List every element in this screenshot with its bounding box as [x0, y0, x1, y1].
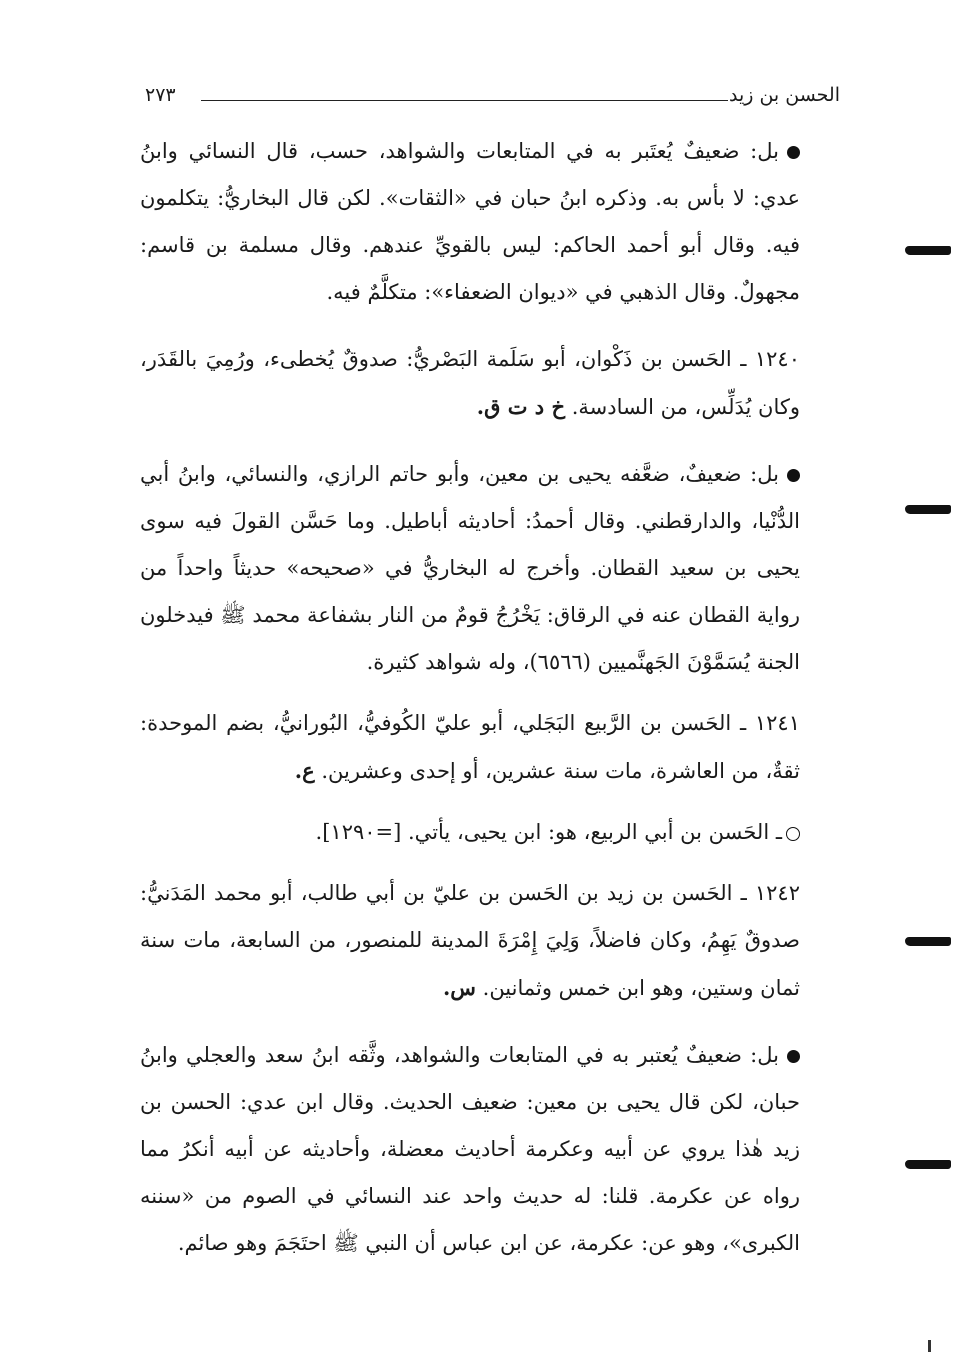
scan-edge-mark — [905, 246, 951, 255]
scan-edge-mark — [905, 505, 951, 514]
narrator-entry — [140, 336, 840, 431]
entry-text: ١٢٤١ ـ الحَسن بن الرَّبيع البَجَلي، أبو عليّ الكُوفيُّ، البُورانيُّ، بضم الموحدة: ثقةٌ، من العاشرة، مات سنة عشرين، أو إحدى وعشرين. — [140, 711, 800, 783]
entry-text: ١٢٤٢ ـ الحَسن بن زيد بن الحَسن بن عليّ بن أبي طالب، أبو محمد المَدَنيُّ: صدوقٌ يَهِمُ، وكان فاضلاً، وَلِيَ إِمْرَةَ المدينة للمنصور، من السابعة، مات سنة ثمان وستين، وهو ابن خمس وثمانين. — [140, 881, 800, 1000]
page-body — [140, 128, 840, 1267]
bullet-icon — [787, 1050, 800, 1063]
commentary-text: بل: ضعيفٌ يُعتَبر به في المتابعات والشواهد، حسب، قال النسائي وابنُ عدي: لا بأس به. وذكره ابنُ حبان في «الثقات». لكن قال البخاريُّ: يتكلمون فيه. وقال أبو أحمد الحاكم: ليس بالقويِّ عندهم. وقال مسلمة بن قاسم: مجهولٌ. وقال الذهبي في «ديوان الضعفاء»: متكلَّمٌ فيه. — [140, 139, 800, 304]
commentary-paragraph — [140, 451, 840, 686]
entry-sigla: س. — [443, 975, 476, 1000]
bullet-icon — [787, 146, 800, 159]
header-rule — [201, 100, 728, 101]
entry-text: ١٢٤٠ ـ الحَسن بن ذَكْوان، أبو سَلَمة البَصْريُّ: صدوقٌ يُخطىء، ورُمِيَ بالقَدَر، وكان يُدَلِّس، من السادسة. — [140, 347, 800, 419]
entry-sigla: خ د ت ق. — [476, 394, 566, 419]
scan-edge-mark — [905, 937, 951, 946]
commentary-text: بل: ضعيفٌ، ضعَّفه يحيى بن معين، وأبو حاتم الرازي، والنسائي، وابنُ أبي الدُّنْيا، والدارقطني. وقال أحمدُ: أحاديثه أباطيل. وما حَسَّن القولَ فيه سوى يحيى بن سعيد القطان. وأخرج له البخاريُّ في «صحيحه» حديثاً واحداً من رواية القطان عنه في الرقاق: يَخْرُجُ قومٌ من النار بشفاعة محمد ﷺ فيدخلون الجنة يُسَمَّوْنَ الجَهنَّميين (٦٥٦٦)، وله شواهد كثيرة. — [140, 462, 800, 674]
scan-corner-mark — [928, 1340, 931, 1352]
commentary-text: بل: ضعيفٌ يُعتبر به في المتابعات والشواهد، وثَّقه ابنُ سعد والعجلي وابنُ حبان، لكن قال يحيى بن معين: ضعيف الحديث. وقال ابن عدي: الحسن بن زيد هٰذا يروي عن أبيه وعكرمة أحاديث معضلة، وأحاديثه عن أبيه أنكرُ مما رواه عن عكرمة. قلنا: له حديث واحد عند النسائي في الصوم من «سننه الكبرى»، وهو عن: عكرمة، عن ابن عباس أن النبي ﷺ احتَجَمَ وهو صائم. — [140, 1043, 800, 1255]
cross-reference-text: ـ الحَسن بن أبي الربيع، هو: ابن يحيى، يأتي. [=١٢٩٠]. — [315, 820, 782, 844]
cross-reference — [140, 809, 840, 856]
entry-sigla: ع. — [294, 758, 315, 783]
running-title: الحسن بن زيد — [728, 84, 840, 106]
page-header — [145, 82, 840, 112]
commentary-paragraph — [140, 1032, 840, 1267]
page-number: ٢٧٣ — [145, 84, 176, 106]
circle-marker-icon — [786, 827, 800, 841]
narrator-entry — [140, 700, 840, 795]
narrator-entry — [140, 870, 840, 1012]
bullet-icon — [787, 469, 800, 482]
commentary-paragraph — [140, 128, 840, 316]
scan-edge-mark — [905, 1160, 951, 1169]
